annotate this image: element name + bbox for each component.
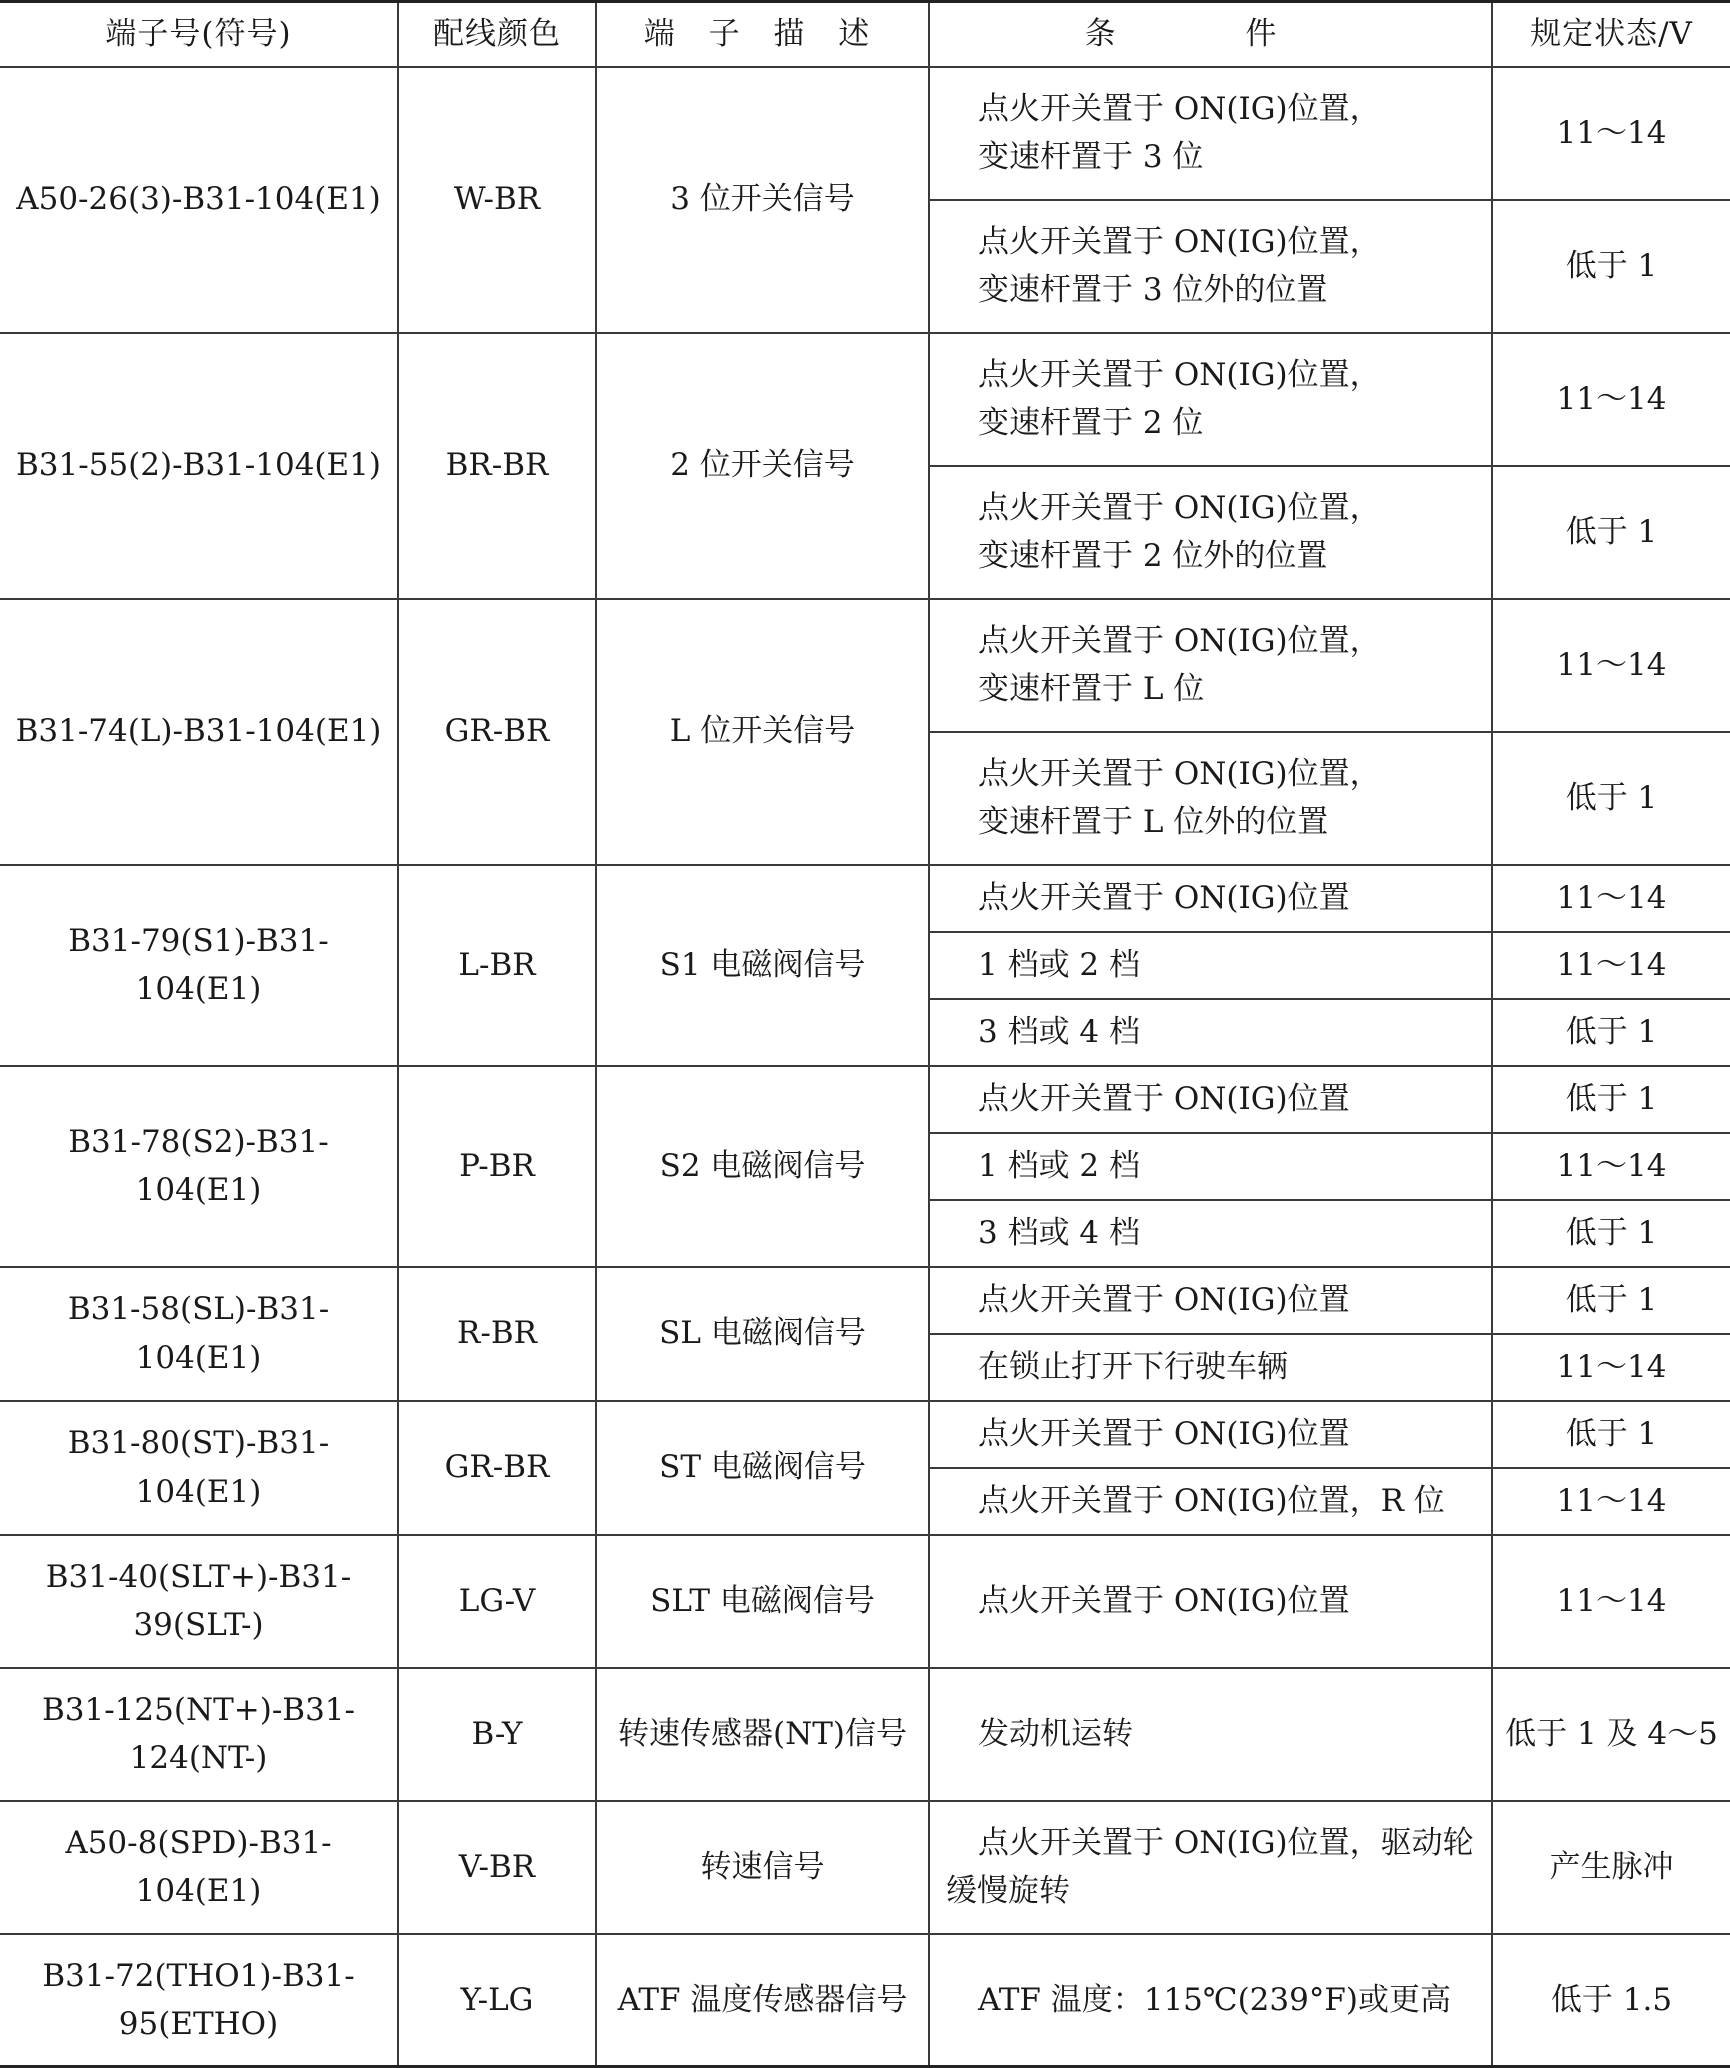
terminal-cell [0, 1934, 398, 2067]
description-cell: 3 位开关信号 [596, 67, 929, 333]
terminal-cell: A50-8(SPD)-B31-104(E1) [0, 1801, 398, 1934]
text-line: 95(ETHO) [118, 2005, 279, 2042]
condition-cell [929, 1668, 1492, 1801]
condition-cell [929, 1200, 1492, 1267]
header-condition: 条 件 [929, 2, 1492, 67]
terminal-cell [0, 1535, 398, 1668]
text-line: 124(NT-) [129, 1740, 268, 1776]
table-row [0, 1801, 1730, 1934]
terminal-cell: B31-55(2)-B31-104(E1) [0, 333, 398, 599]
terminal-cell: B31-58(SL)-B31-104(E1) [0, 1267, 398, 1401]
condition-cell [929, 1468, 1492, 1535]
spec-cell: 11～14 [1492, 333, 1730, 466]
table-row [0, 67, 1730, 200]
condition-cell [929, 333, 1492, 466]
text-line: 变速杆置于 3 位 [978, 139, 1204, 175]
condition-cell [929, 1401, 1492, 1468]
text-line: 点火开关置于 ON(IG)位置， [978, 755, 1381, 792]
condition-cell [929, 865, 1492, 932]
header-terminal: 端子号(符号) [0, 2, 398, 67]
description-cell: 转速信号 [596, 1801, 929, 1934]
spec-cell: 低于 1 [1492, 999, 1730, 1066]
spec-cell: 低于 1 [1492, 732, 1730, 865]
spec-cell: 11～14 [1492, 932, 1730, 999]
description-cell: L 位开关信号 [596, 599, 929, 865]
description-cell: SLT 电磁阀信号 [596, 1535, 929, 1668]
condition-cell [929, 599, 1492, 732]
condition-cell [929, 1066, 1492, 1133]
condition-cell [929, 1334, 1492, 1401]
wire-color-cell: V-BR [398, 1801, 596, 1934]
condition-cell [929, 466, 1492, 599]
text-line: 点火开关置于 ON(IG)位置 [978, 1281, 1350, 1318]
terminal-cell [0, 1668, 398, 1801]
text-line: B31-125(NT+)-B31- [41, 1691, 355, 1728]
text-line: 1 档或 2 档 [978, 1147, 1141, 1184]
wire-color-cell: Y-LG [398, 1934, 596, 2067]
wire-color-cell: R-BR [398, 1267, 596, 1401]
text-line: 变速杆置于 L 位外的位置 [978, 804, 1329, 840]
terminal-cell: A50-26(3)-B31-104(E1) [0, 67, 398, 333]
wire-color-cell: P-BR [398, 1066, 596, 1267]
table-row [0, 599, 1730, 732]
spec-cell: 11～14 [1492, 865, 1730, 932]
condition-cell: 点火开关置于 ON(IG)位置，驱动轮缓慢旋转 [929, 1801, 1492, 1934]
text-line: B31-40(SLT+)-B31- [45, 1558, 352, 1595]
description-cell: ST 电磁阀信号 [596, 1401, 929, 1535]
text-line: 点火开关置于 ON(IG)位置， [978, 223, 1381, 260]
spec-cell: 低于 1 及 4～5 [1492, 1668, 1730, 1801]
wire-color-cell: BR-BR [398, 333, 596, 599]
condition-cell [929, 1267, 1492, 1334]
spec-cell: 低于 1 [1492, 1200, 1730, 1267]
wire-color-cell: GR-BR [398, 1401, 596, 1535]
header-wire-color: 配线颜色 [398, 2, 596, 67]
spec-cell: 11～14 [1492, 1468, 1730, 1535]
table-row [0, 333, 1730, 466]
text-line: 点火开关置于 ON(IG)位置，R 位 [978, 1482, 1445, 1519]
wire-color-cell: L-BR [398, 865, 596, 1066]
wire-color-cell: LG-V [398, 1535, 596, 1668]
spec-cell: 低于 1 [1492, 1267, 1730, 1334]
text-line: 点火开关置于 ON(IG)位置， [978, 622, 1381, 659]
spec-cell: 低于 1 [1492, 200, 1730, 333]
spec-cell: 11～14 [1492, 1535, 1730, 1668]
header-description: 端 子 描 述 [596, 2, 929, 67]
table-row [0, 1066, 1730, 1133]
description-cell: SL 电磁阀信号 [596, 1267, 929, 1401]
text-line: 点火开关置于 ON(IG)位置， [978, 356, 1381, 393]
text-line: 1 档或 2 档 [978, 946, 1141, 983]
description-cell: 2 位开关信号 [596, 333, 929, 599]
text-line: 变速杆置于 2 位 [978, 405, 1204, 441]
wire-color-cell: B-Y [398, 1668, 596, 1801]
wire-color-cell: W-BR [398, 67, 596, 333]
spec-cell: 低于 1.5 [1492, 1934, 1730, 2067]
spec-cell: 低于 1 [1492, 1401, 1730, 1468]
text-line: 点火开关置于 ON(IG)位置， [978, 489, 1381, 526]
condition-cell [929, 732, 1492, 865]
text-line: 39(SLT-) [133, 1607, 264, 1643]
description-cell: S1 电磁阀信号 [596, 865, 929, 1066]
text-line: 点火开关置于 ON(IG)位置 [978, 1415, 1350, 1452]
condition-cell [929, 932, 1492, 999]
text-line: 点火开关置于 ON(IG)位置， [978, 90, 1381, 127]
text-line: 3 档或 4 档 [978, 1214, 1141, 1251]
table-row [0, 1535, 1730, 1668]
text-line: 发动机运转 [978, 1715, 1133, 1752]
condition-cell [929, 1133, 1492, 1200]
text-line: 点火开关置于 ON(IG)位置 [978, 879, 1350, 916]
spec-cell: 11～14 [1492, 599, 1730, 732]
condition-cell [929, 200, 1492, 333]
header-spec: 规定状态/V [1492, 2, 1730, 67]
terminal-cell: B31-78(S2)-B31-104(E1) [0, 1066, 398, 1267]
table-row [0, 1401, 1730, 1468]
text-line: 在锁止打开下行驶车辆 [978, 1348, 1288, 1385]
spec-cell: 11～14 [1492, 1334, 1730, 1401]
spec-cell: 低于 1 [1492, 466, 1730, 599]
table-row [0, 1267, 1730, 1334]
condition-cell [929, 67, 1492, 200]
table-row [0, 865, 1730, 932]
text-line: 3 档或 4 档 [978, 1013, 1141, 1050]
text-line: B31-72(THO1)-B31- [42, 1957, 355, 1994]
text-line: 点火开关置于 ON(IG)位置 [978, 1582, 1350, 1619]
table-row [0, 1668, 1730, 1801]
terminal-cell: B31-74(L)-B31-104(E1) [0, 599, 398, 865]
condition-cell [929, 1934, 1492, 2067]
text-line: 变速杆置于 L 位 [978, 671, 1205, 707]
terminal-cell: B31-79(S1)-B31-104(E1) [0, 865, 398, 1066]
table-header-row [0, 2, 1730, 67]
spec-cell: 产生脉冲 [1492, 1801, 1730, 1934]
table-row [0, 1934, 1730, 2067]
spec-cell: 11～14 [1492, 67, 1730, 200]
text-line: 点火开关置于 ON(IG)位置 [978, 1080, 1350, 1117]
spec-cell: 11～14 [1492, 1133, 1730, 1200]
terminal-cell: B31-80(ST)-B31-104(E1) [0, 1401, 398, 1535]
description-cell: S2 电磁阀信号 [596, 1066, 929, 1267]
description-cell: 转速传感器(NT)信号 [596, 1668, 929, 1801]
text-line: 变速杆置于 3 位外的位置 [978, 272, 1328, 308]
condition-cell [929, 1535, 1492, 1668]
condition-cell [929, 999, 1492, 1066]
spec-cell: 低于 1 [1492, 1066, 1730, 1133]
text-line: ATF 温度：115℃(239°F)或更高 [978, 1981, 1451, 2018]
description-cell: ATF 温度传感器信号 [596, 1934, 929, 2067]
text-line: 变速杆置于 2 位外的位置 [978, 538, 1328, 574]
wire-color-cell: GR-BR [398, 599, 596, 865]
